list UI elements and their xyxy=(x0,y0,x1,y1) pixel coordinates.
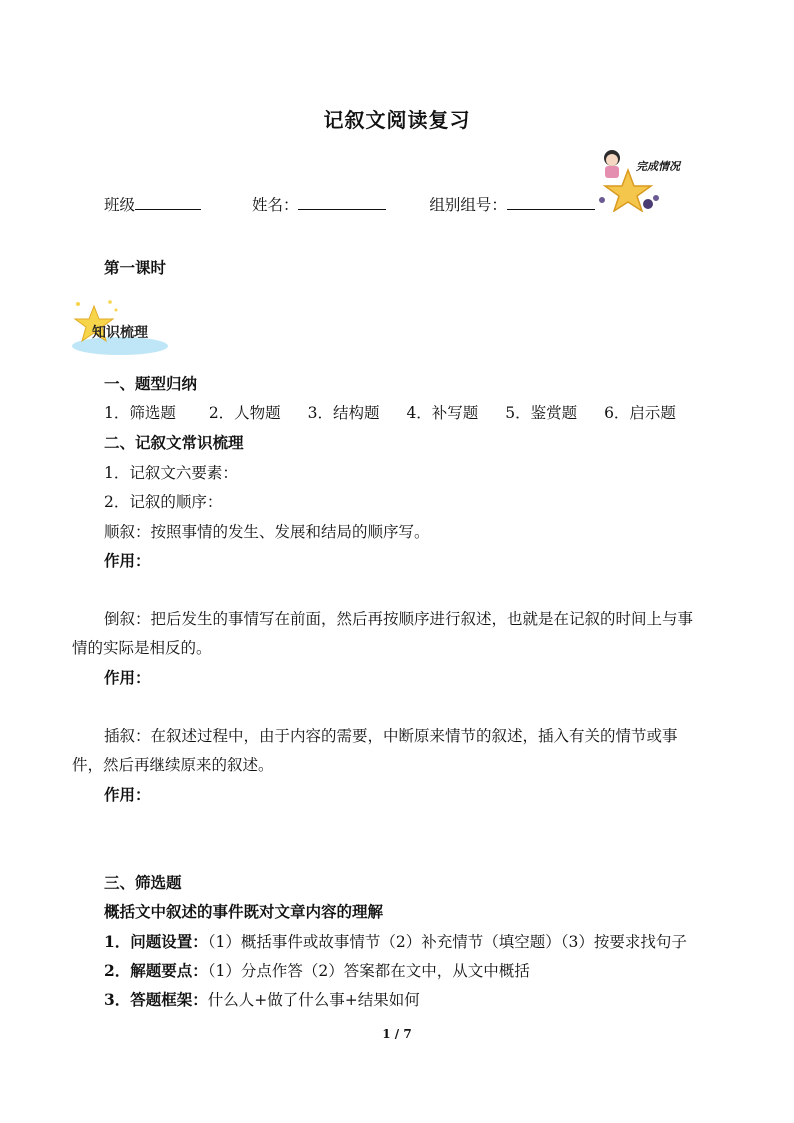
point-1 xyxy=(104,930,687,952)
group-label: 组别组号： xyxy=(429,196,507,214)
point-2 xyxy=(104,959,530,981)
name-label: 姓名： xyxy=(251,196,299,214)
point-2-text: （1）分点作答（2）答案都在文中，从文中概括 xyxy=(207,962,530,980)
zuoyong-label-2: 作用： xyxy=(104,668,151,687)
list-item: 4．补写题 xyxy=(406,404,479,422)
lesson-heading: 第一课时 xyxy=(104,258,167,277)
class-label: 班级 xyxy=(104,196,136,214)
knowledge-badge-label: 知识梳理 xyxy=(92,325,148,341)
point-3-label: 3．答题框架： xyxy=(104,990,208,1009)
point-3-text: 什么人+做了什么事+结果如何 xyxy=(207,991,420,1009)
completion-badge xyxy=(596,148,704,212)
student-info-row xyxy=(104,193,595,215)
knowledge-badge xyxy=(70,298,170,358)
point-1-text: （1）概括事件或故事情节（2）补充情节（填空题）（3）按要求找句子 xyxy=(207,933,687,951)
six-elements: 1．记叙文六要素： xyxy=(104,464,238,482)
chaxu-line-1: 插叙：在叙述过程中，由于内容的需要，中断原来情节的叙述，插入有关的情节或事 xyxy=(104,727,678,745)
group-field[interactable] xyxy=(507,195,595,210)
shunxu-text: 顺叙：按照事情的发生、发展和结局的顺序写。 xyxy=(104,523,430,541)
zuoyong-label-1: 作用： xyxy=(104,551,151,570)
point-1-label: 1．问题设置： xyxy=(104,932,208,951)
point-2-label: 2．解题要点： xyxy=(104,961,208,980)
section-2-title: 二、记叙文常识梳理 xyxy=(104,433,244,452)
list-item: 6．启示题 xyxy=(604,404,676,422)
page-title: 记叙文阅读复习 xyxy=(323,108,471,132)
list-item: 5．鉴赏题 xyxy=(505,404,578,422)
list-item: 3．结构题 xyxy=(307,404,380,422)
completion-badge-label: 完成情况 xyxy=(636,160,680,173)
question-types-list xyxy=(104,401,676,423)
section-1-title: 一、题型归纳 xyxy=(104,374,198,393)
list-item: 2．人物题 xyxy=(208,404,281,422)
class-field[interactable] xyxy=(135,195,201,210)
daoxu-line-2: 情的实际是相反的。 xyxy=(72,639,212,657)
name-field[interactable] xyxy=(298,195,386,210)
point-3 xyxy=(104,988,420,1010)
chaxu-line-2: 件，然后再继续原来的叙述。 xyxy=(72,756,274,774)
list-item: 1．筛选题 xyxy=(104,404,176,422)
section-3-title: 三、筛选题 xyxy=(104,873,182,892)
page-number: 1 / 7 xyxy=(382,1027,412,1041)
section-3-subtitle: 概括文中叙述的事件既对文章内容的理解 xyxy=(104,902,384,921)
zuoyong-label-3: 作用： xyxy=(104,785,151,804)
daoxu-line-1: 倒叙：把后发生的事情写在前面，然后再按顺序进行叙述，也就是在记叙的时间上与事 xyxy=(104,610,694,628)
narrative-order: 2．记叙的顺序： xyxy=(104,493,223,511)
